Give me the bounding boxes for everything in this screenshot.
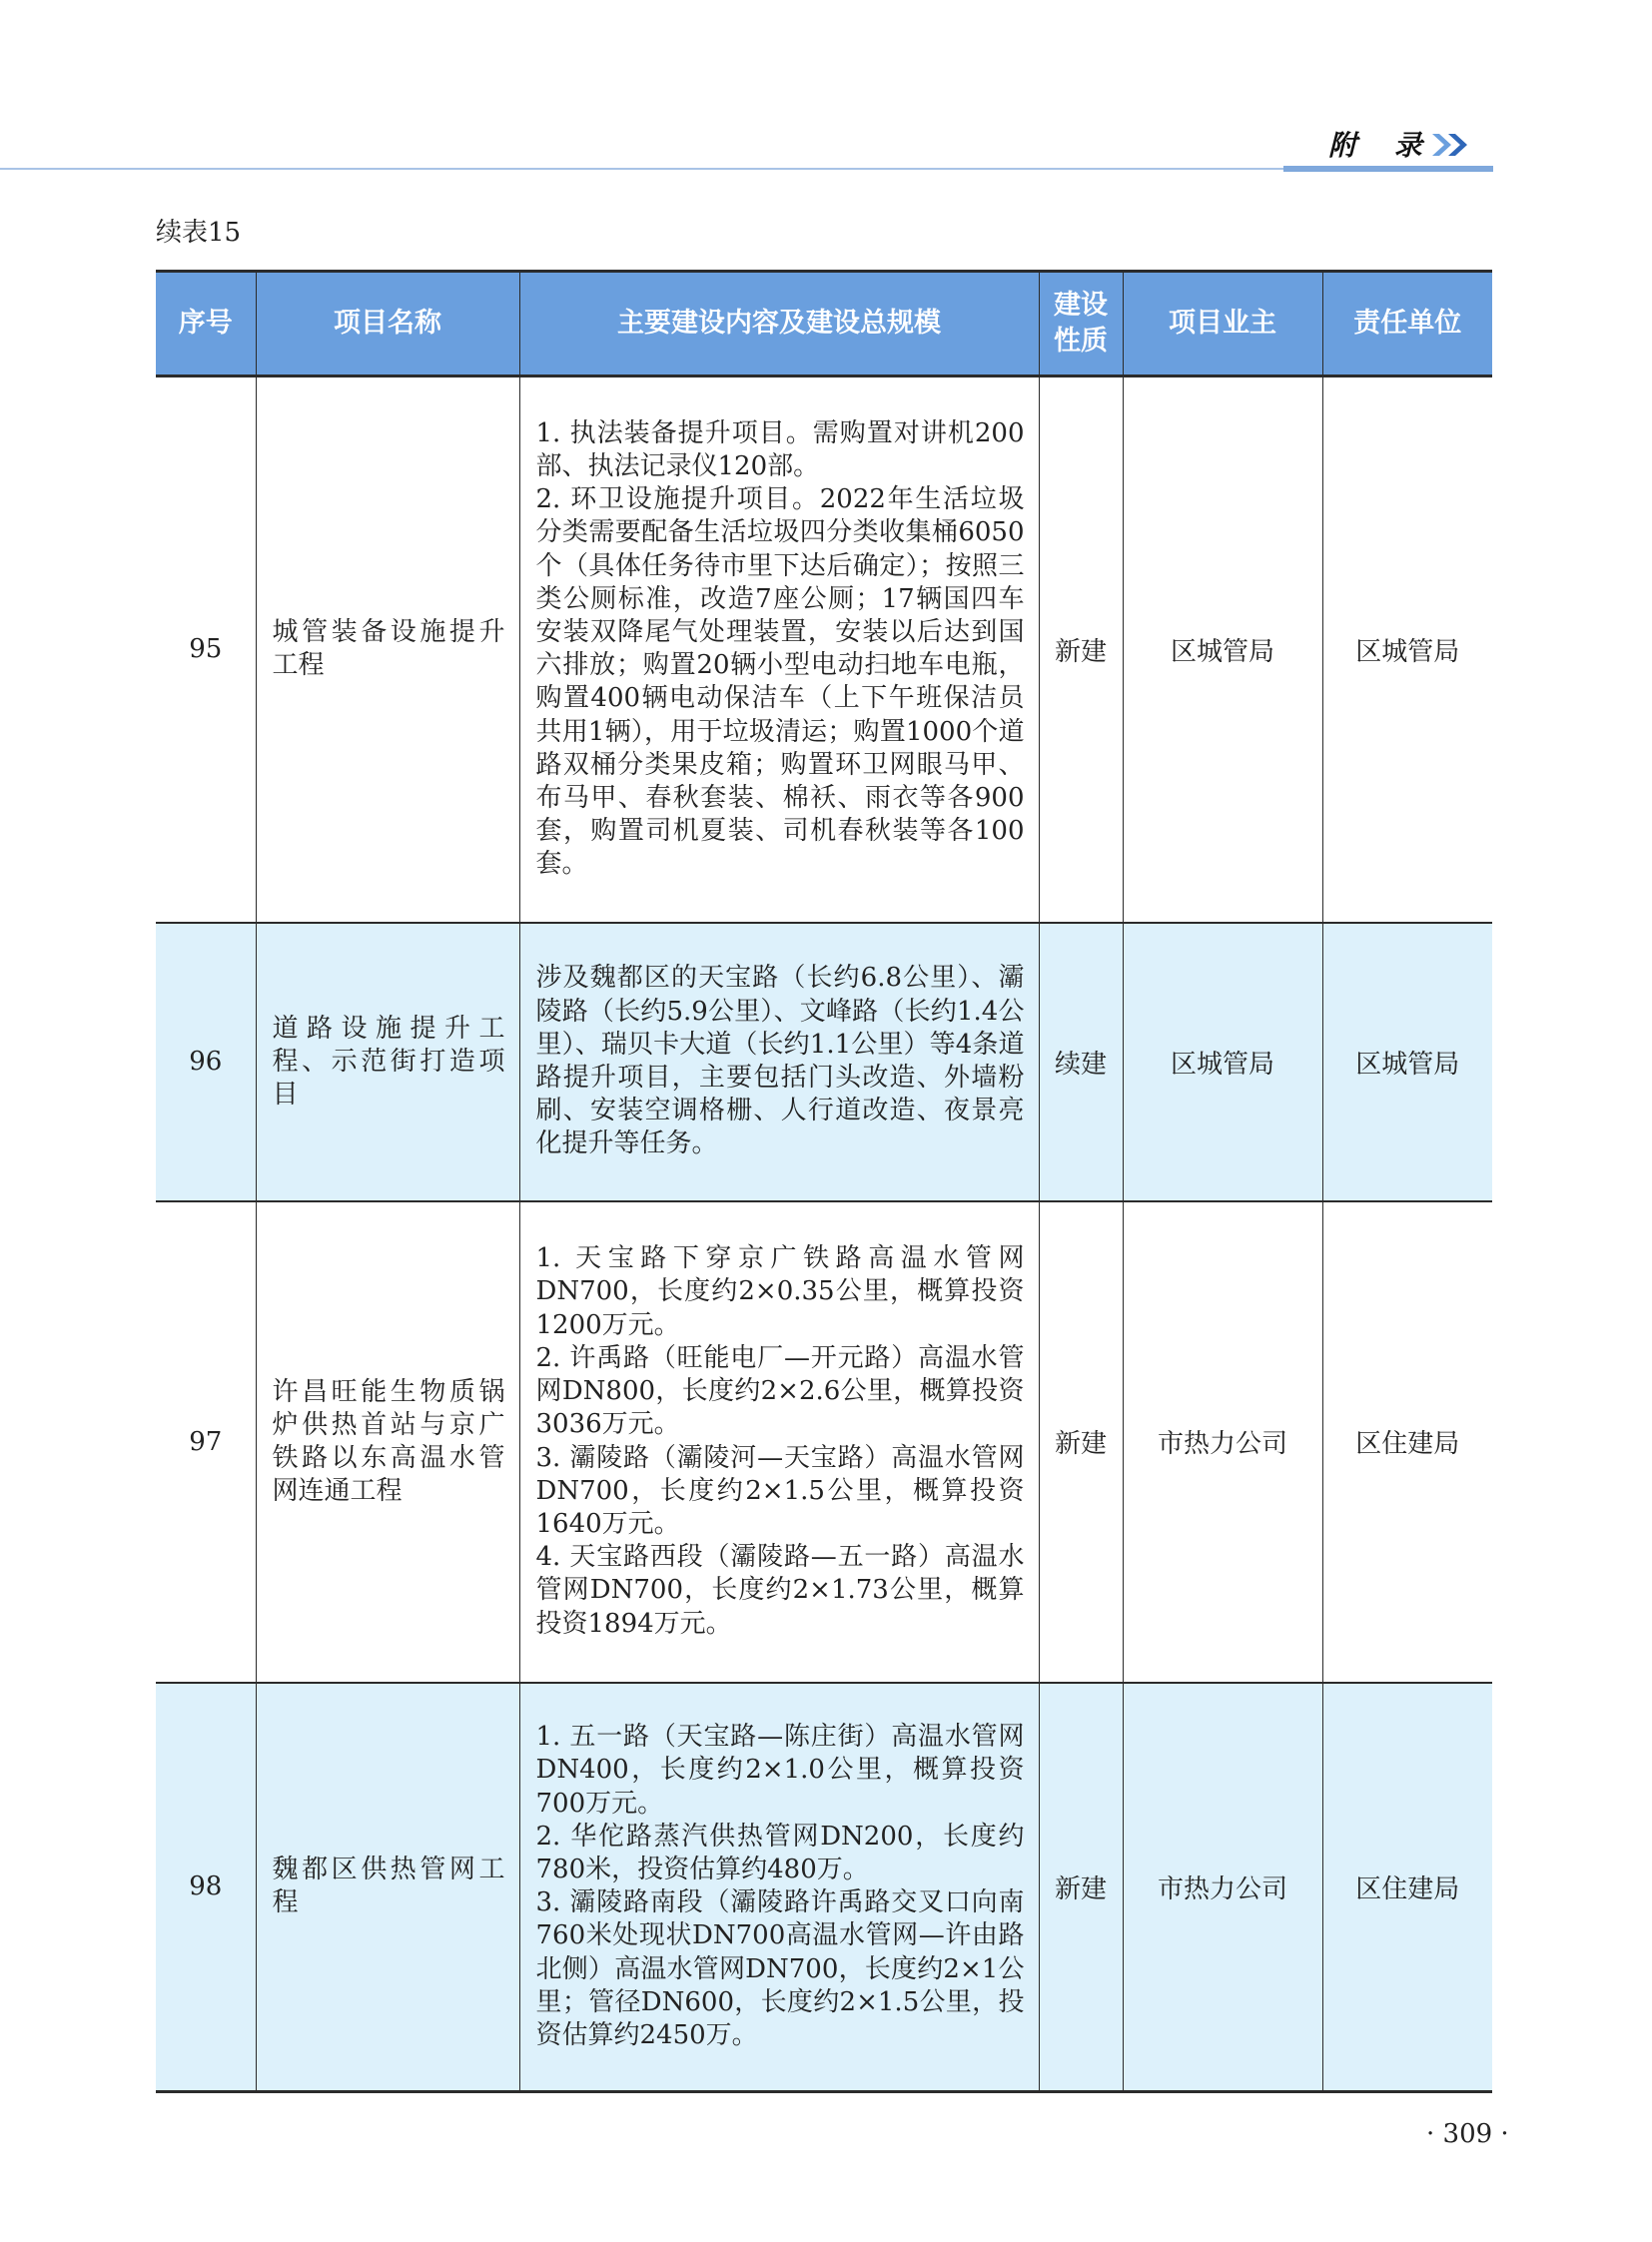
project-type: 新建 xyxy=(1039,1201,1123,1683)
project-type: 新建 xyxy=(1039,376,1123,923)
responsible-unit: 区住建局 xyxy=(1322,1683,1492,2092)
table-header-row xyxy=(156,272,1492,376)
project-type: 续建 xyxy=(1039,923,1123,1201)
header-rule xyxy=(0,168,1283,170)
project-content: 1. 天宝路下穿京广铁路高温水管网DN700，长度约2×0.35公里，概算投资1200万元。 2. 许禹路（旺能电厂—开元路）高温水管网DN800，长度约2×2.6公里，概算投资3036万元。 3. 灞陵路（灞陵河—天宝路）高温水管网DN700，长度约2×1.5公里，概算投资1640万元。 4. 天宝路西段（灞陵路—五一路）高温水管网DN700，长度约2×1.73公里，概算投资1894万元。 xyxy=(519,1201,1039,1683)
col-header-owner: 项目业主 xyxy=(1123,272,1322,376)
row-number: 96 xyxy=(156,923,256,1201)
page-number: · 309 · xyxy=(1426,2119,1509,2149)
project-owner: 市热力公司 xyxy=(1123,1201,1322,1683)
project-type: 新建 xyxy=(1039,1683,1123,2092)
responsible-unit: 区城管局 xyxy=(1322,376,1492,923)
project-content: 涉及魏都区的天宝路（长约6.8公里）、灞陵路（长约5.9公里）、文峰路（长约1.4公里）、瑞贝卡大道（长约1.1公里）等4条道路提升项目，主要包括门头改造、外墙粉刷、安装空调格栅、人行道改造、夜景亮化提升等任务。 xyxy=(519,923,1039,1201)
project-content: 1. 执法装备提升项目。需购置对讲机200部、执法记录仪120部。 2. 环卫设施提升项目。2022年生活垃圾分类需要配备生活垃圾四分类收集桶6050个（具体任务待市里下达后确定）；按照三类公厕标准，改造7座公厕；17辆国四车安装双降尾气处理装置，安装以后达到国六排放；购置20辆小型电动扫地车电瓶，购置400辆电动保洁车（上下午班保洁员共用1辆），用于垃圾清运；购置1000个道路双桶分类果皮箱；购置环卫网眼马甲、布马甲、春秋套装、棉袄、雨衣等各900套，购置司机夏装、司机春秋装等各100套。 xyxy=(519,376,1039,923)
col-header-name: 项目名称 xyxy=(256,272,519,376)
col-header-content: 主要建设内容及建设总规模 xyxy=(519,272,1039,376)
project-owner: 区城管局 xyxy=(1123,923,1322,1201)
project-owner: 市热力公司 xyxy=(1123,1683,1322,2092)
responsible-unit: 区住建局 xyxy=(1322,1201,1492,1683)
col-header-responsible: 责任单位 xyxy=(1322,272,1492,376)
table-row xyxy=(156,1201,1492,1683)
row-number: 98 xyxy=(156,1683,256,2092)
section-title: 附 录 xyxy=(1328,129,1436,162)
table-row xyxy=(156,1683,1492,2092)
header-accent-bar xyxy=(1283,166,1493,172)
project-table xyxy=(156,270,1492,2093)
responsible-unit: 区城管局 xyxy=(1322,923,1492,1201)
col-header-type: 建设性质 xyxy=(1039,272,1123,376)
project-owner: 区城管局 xyxy=(1123,376,1322,923)
double-chevron-right-icon xyxy=(1430,132,1474,158)
project-name: 魏都区供热管网工程 xyxy=(256,1683,519,2092)
col-header-number: 序号 xyxy=(156,272,256,376)
project-content: 1. 五一路（天宝路—陈庄街）高温水管网DN400，长度约2×1.0公里，概算投资700万元。 2. 华佗路蒸汽供热管网DN200，长度约780米，投资估算约480万。 3. 灞陵路南段（灞陵路许禹路交叉口向南760米处现状DN700高温水管网—许由路北侧）高温水管网DN700，长度约2×1公里；管径DN600，长度约2×1.5公里，投资估算约2450万。 xyxy=(519,1683,1039,2092)
project-name: 道路设施提升工程、示范街打造项目 xyxy=(256,923,519,1201)
table-row xyxy=(156,376,1492,923)
row-number: 95 xyxy=(156,376,256,923)
row-number: 97 xyxy=(156,1201,256,1683)
table-caption: 续表15 xyxy=(156,218,242,248)
table-row xyxy=(156,923,1492,1201)
project-name: 城管装备设施提升工程 xyxy=(256,376,519,923)
project-name: 许昌旺能生物质锅炉供热首站与京广铁路以东高温水管网连通工程 xyxy=(256,1201,519,1683)
